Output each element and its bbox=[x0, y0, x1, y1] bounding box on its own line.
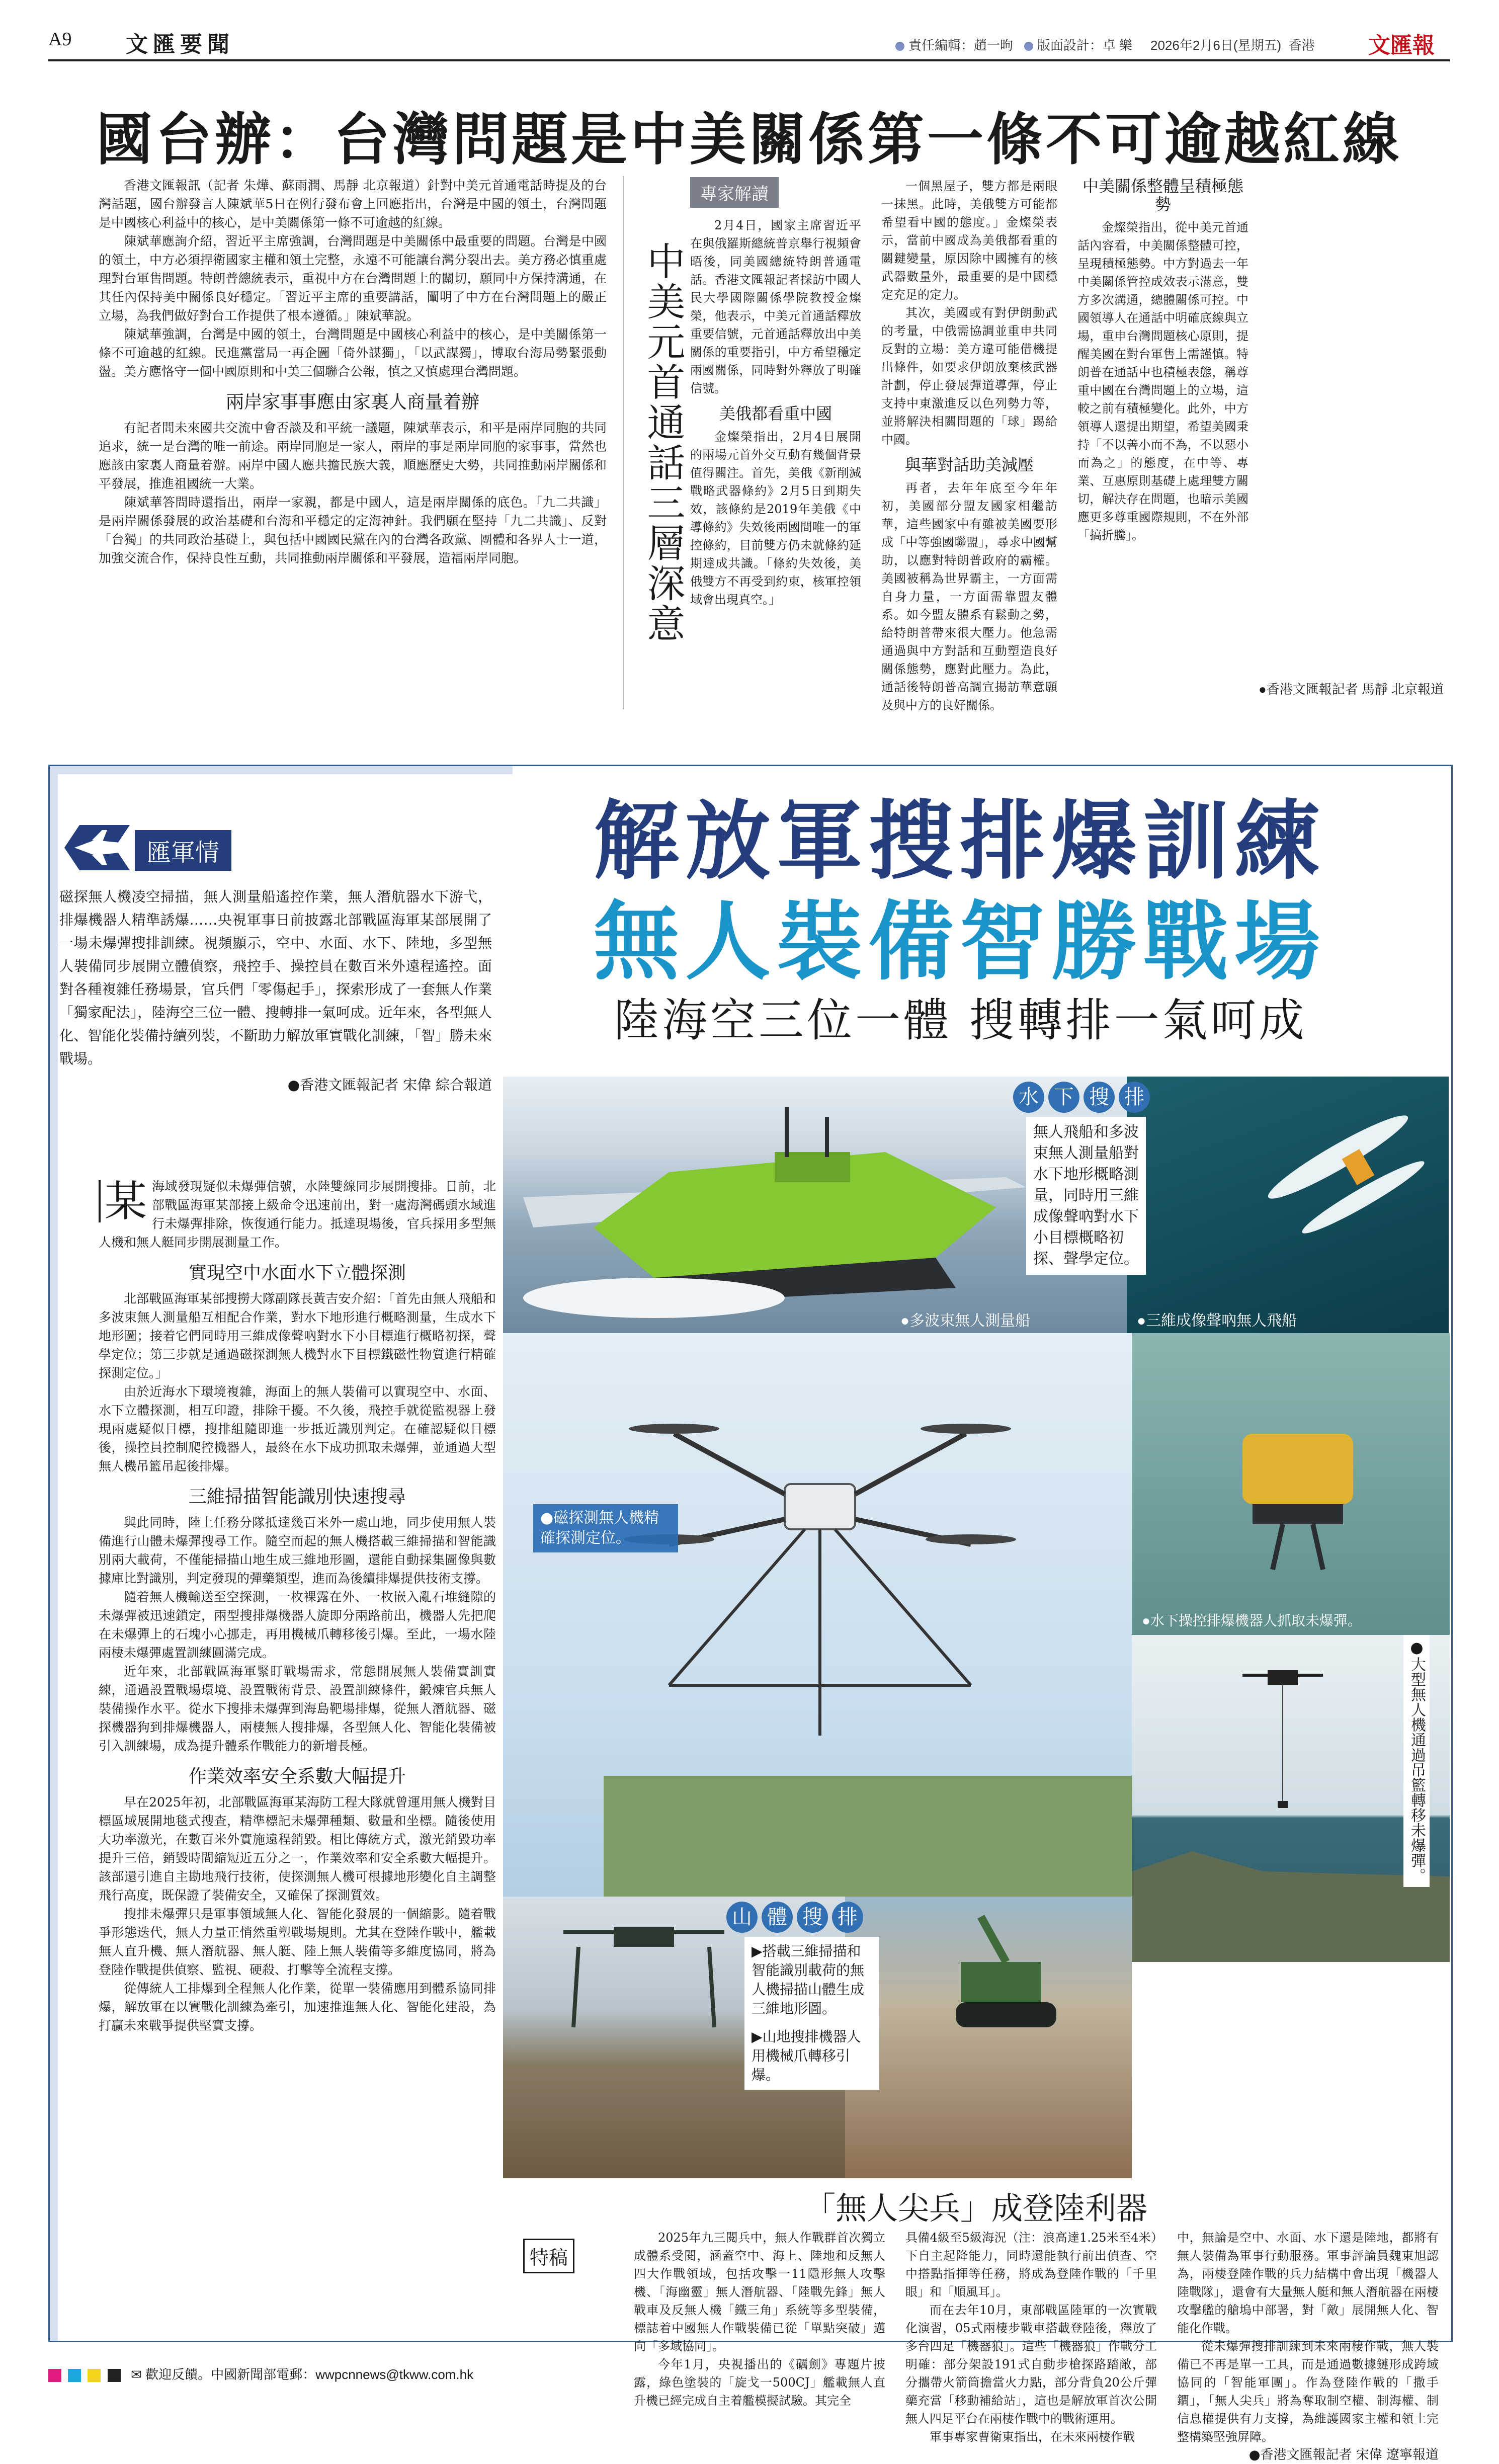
paragraph: 中，無論是空中、水面、水下還是陸地，都將有無人裝備為軍事行動服務。軍事評論員魏東旭認為，兩棲登陸作戰的兵力結構中會出現「機器人陸戰隊」，還會有大量無人艇和無人潛航器在兩棲攻擊艦的艙塢中部署，對「敵」展開無人化、智能化作戰。 bbox=[1177, 2231, 1439, 2335]
paragraph: 2月4日，國家主席習近平在與俄羅斯總統普京舉行視頻會晤後，同美國總統特朗普通電話。香港文匯報記者採訪中國人民大學國際關係學院教授金燦榮，他表示，中美元首通話釋放重要信號，元首通話釋放出中美關係的重要指引，中方希望穩定兩國關係，同時對外釋放了明確信號。 bbox=[690, 218, 861, 395]
label-char: 體 bbox=[762, 1902, 793, 1933]
caption-magnetic: ●磁探測無人機精確探測定位。 bbox=[533, 1504, 678, 1552]
footer-bar bbox=[48, 2364, 473, 2383]
paragraph: 陳斌華應詢介紹，習近平主席強調，台灣問題是中美關係中最重要的問題。台灣是中國的領土，中方必須捍衛國家主權和領土完整，永遠不可能讓台灣分裂出去。美方務必慎重處理對台軍售問題。特朗普總統表示，重視中方在台灣問題上的關切，願同中方保持溝通，在其任內保持美中關係良好穩定。「習近平主席的重要講話，闡明了中方在台灣問題上的嚴正立場，為我們做好對台工作提供了根本遵循。」陳斌華說。 bbox=[99, 234, 607, 323]
frame-stripe bbox=[50, 766, 513, 774]
feature-col-3 bbox=[1177, 2229, 1439, 2464]
color-swatch bbox=[88, 2369, 101, 2382]
analysis-subhead-2: 與華對話助美減壓 bbox=[904, 455, 1034, 474]
paragraph: 具備4級至5級海況（注：浪高達1.25米至4米）下自主起降能力，同時還能執行前出偵查、空中搭點指揮等任務，將成為登陸作戰的「千里眼」和「順風耳」。 bbox=[905, 2231, 1157, 2299]
column-divider bbox=[623, 176, 624, 709]
paragraph: 早在2025年初，北部戰區海軍某海防工程大隊就曾運用無人機對目標區域展開地毯式搜查，精準標記未爆彈種類、數量和坐標。隨後使用大功率激光，在數百米外實施遠程銷毀。相比傳統方式，激光銷毀功率提升三倍，銷毀時間縮短近五分之一，作業效率和安全系數大幅提升。該部還引進自主勘地飛行技術，使探測無人機可根據地形變化自主調整飛行高度，既保證了裝備安全，又確保了探測質效。 bbox=[99, 1795, 496, 1903]
paragraph: 2025年九三閱兵中，無人作戰群首次獨立成體系受閱，涵蓋空中、海上、陸地和反無人四大作戰領域，包括攻擊一11隱形無人攻擊機、「海幽靈」無人潛航器、「陸戰先鋒」無人戰車及反無人機「鐵三角」系統等多型裝備，標誌着中國無人作戰裝備已從「單點突破」邁向「多域協同」。 bbox=[634, 2231, 885, 2353]
color-swatch bbox=[108, 2369, 121, 2382]
photo-magnetic-drone bbox=[503, 1333, 1132, 1897]
paragraph: 海域發現疑似未爆彈信號，水陸雙線同步展開搜排。日前，北部戰區海軍某部接上級命令迅速前出，對一處海灣碼頭水域進行未爆彈排除，恢復通行能力。抵達現場後，官兵採用多型無人機和無人艇同步開展測量工作。 bbox=[99, 1179, 496, 1250]
military-body bbox=[99, 1177, 496, 2035]
header-rule bbox=[48, 59, 1450, 61]
paragraph: 其次，美國或有對伊朗動武的考量，中俄需協調並重申共同反對的立場：美方違可能借機提出條件，如要求伊朗放棄核武器計劃，停止發展彈道導彈，停止支持中東激進反以色列勢力等，並將解決相關問題的「球」踢給中國。 bbox=[881, 306, 1057, 447]
paragraph: 香港文匯報訊（記者 朱燁、蘇雨潤、馬靜 北京報道）針對中美元首通電話時提及的台灣話題，國台辦發言人陳斌華5日在例行發布會上回應指出，台灣是中國的領土，台灣問題是中國核心利益中的核心，是中美關係第一條不可逾越的紅線。 bbox=[99, 178, 607, 230]
lead-body bbox=[99, 176, 607, 381]
analysis-col-1 bbox=[690, 216, 861, 609]
label-char: 搜 bbox=[797, 1902, 828, 1933]
color-swatch bbox=[68, 2369, 81, 2382]
paragraph: 而在去年10月，東部戰區陸軍的一次實戰化演習，05式兩棲步戰車搭載登陸後，釋放了多台四足「機器狼」。這些「機器狼」作戰分工明確：部分架設191式自動步槍探路踏敵，部分攜帶火箭筒擔當火力點，部分背負20公斤彈藥充當「移動補給站」，這也是解放軍首次公開無人四足平台在兩棲作戰中的戰術運用。 bbox=[905, 2303, 1157, 2426]
intro-text: 磁探無人機凌空掃描，無人測量船遙控作業，無人潛航器水下游弋，排爆機器人精準誘爆……央視軍事日前披露北部戰區海軍某部展開了一場未爆彈搜排訓練。視頻顯示，空中、水面、水下、陸地，多型無人裝備同步展開立體偵察，飛控手、操控員在數百米外遠程遙控。面對各種複雜任務場景，官兵們「零傷起手」，探索形成了一套無人作業「獨家配法」，陸海空三位一體、搜轉排一氣呵成。近年來，各型無人化、智能化裝備持續列裝，不斷助力解放軍實戰化訓練，「智」勝未來戰場。 bbox=[59, 888, 492, 1067]
body-opening bbox=[99, 1177, 496, 1252]
caption-boat: ●多波束無人測量船 bbox=[900, 1312, 1031, 1329]
paragraph: 近年來，北部戰區海軍緊盯戰場需求，常態開展無人裝備實訓實練，通過設置戰場環境、設置戰術背景、設置訓練條件，鍛煉官兵無人裝備操作水平。從水下搜排未爆彈到海島靶場排爆，從無人潛航器、磁探機器狗到排爆機器人，兩棲無人搜排爆，各型無人化、智能化裝備被引入訓練場，成為提升體系作戰能力的新增長極。 bbox=[99, 1664, 496, 1753]
feature-col-2 bbox=[905, 2229, 1157, 2446]
analysis-section bbox=[635, 176, 1450, 714]
analysis-subhead-1: 美俄都看重中國 bbox=[719, 404, 832, 423]
paragraph: 陳斌華答問時還指出，兩岸一家親，都是中國人，這是兩岸關係的底色。「九二共識」是兩岸關係發展的政治基礎和台海和平穩定的定海神針。我們願在堅持「九二共識」、反對「台獨」的共同政治基礎上，與包括中國國民黨在內的台灣各政黨、團體和各界人士一道，加強交流合作，保持良性互動，共同推動兩岸關係和平發展，造福兩岸同胞。 bbox=[99, 495, 607, 565]
analysis-vertical-title: 中美元首通話三層深意 bbox=[641, 241, 686, 644]
photo-sonar-vessel bbox=[1127, 1077, 1449, 1333]
paragraph: 從未爆彈搜排訓練到未來兩棲作戰，無人裝備已不再是單一工具，而是通過數據鏈形成跨域協同的「智能軍團」。作為登陸作戰的「撒手鐧」，「無人尖兵」將為奪取制空權、制海權、制信息權提供有力支撐，為維護國家主權和領土完整構築堅強屏障。 bbox=[1177, 2339, 1439, 2444]
label-char: 排 bbox=[832, 1902, 863, 1933]
lead-body-2 bbox=[99, 419, 607, 567]
military-title-line2: 無人裝備智勝戰場 bbox=[594, 892, 1326, 992]
body-section-2 bbox=[99, 1513, 496, 1755]
paragraph: 金燦榮指出，2月4日展開的兩場元首外交互動有幾個背景值得關注。首先，美俄《新削減戰略武器條約》2月5日到期失效，該條約是2019年美俄《中導條約》失效後兩國間唯一的軍控條約，目前雙方仍未就條約延期達成共識。「條約失效後，美俄雙方不再受到約束，核軍控領域會出現真空。」 bbox=[690, 430, 861, 607]
lead-story bbox=[99, 176, 607, 567]
photo-mountain-robot bbox=[845, 1897, 1132, 2178]
editor: 責任編輯：趙一昫 bbox=[908, 38, 1014, 53]
mountain-label bbox=[724, 1902, 865, 1933]
tracked-robot-illustration bbox=[845, 1897, 1132, 2178]
paragraph: 由於近海水下環境複雜，海面上的無人裝備可以實現空中、水面、水下立體探測，相互印證，排除干擾。不久後，飛控手就從監視器上發現兩處疑似目標，搜排組隨即進一步抵近識別判定。在確認疑似目標後，操控員控制爬控機器人，最終在水下成功抓取未爆彈，並通過大型無人機吊籃吊起後排爆。 bbox=[99, 1384, 496, 1473]
underwater-label bbox=[1011, 1082, 1152, 1113]
section-name: 文匯要聞 bbox=[126, 32, 234, 57]
feature-section bbox=[503, 2183, 1449, 2462]
frame-stripe bbox=[50, 766, 58, 2341]
paragraph: 今年1月，央視播出的《礪劍》專題片披露，綠色塗裝的「旋戈一500CJ」艦載無人直升機已經完成自主着艦模擬試驗。其完全 bbox=[634, 2357, 885, 2408]
paragraph: 搜排未爆彈只是軍事領域無人化、智能化發展的一個縮影。隨着戰爭形態迭代，無人力量正悄然重塑戰場規則。尤其在登陸作戰中，艦載無人直升機、無人潛航器、無人艇、陸上無人裝備等多維度協同，將為登陸作戰提供偵察、監視、硬殺、打擊等全流程支撐。 bbox=[99, 1907, 496, 1977]
body-section-1 bbox=[99, 1289, 496, 1475]
bullet-icon bbox=[1024, 42, 1033, 51]
label-char: 下 bbox=[1048, 1082, 1079, 1113]
military-tag bbox=[59, 820, 251, 875]
label-char: 搜 bbox=[1084, 1082, 1115, 1113]
feature-col-1 bbox=[634, 2229, 885, 2410]
drone-illustration bbox=[503, 1333, 1132, 1897]
body-subhead-2: 三維掃描智能識別快速搜尋 bbox=[188, 1487, 406, 1507]
caption-mountain-robot: ▶山地搜排機器人用機械爪轉移引爆。 bbox=[744, 2022, 879, 2090]
designer: 版面設計：卓 樂 bbox=[1037, 38, 1132, 53]
bullet-icon bbox=[895, 42, 904, 51]
robot-illustration bbox=[1132, 1333, 1450, 1635]
caption-robot-water: ●水下操控排爆機器人抓取未爆彈。 bbox=[1142, 1613, 1362, 1628]
footer-feedback[interactable]: 歡迎反饋。中國新聞部電郵：wwpcnnews@tkww.com.hk bbox=[145, 2367, 474, 2382]
caption-lift-drone: ●大型無人機通過吊籃轉移未爆彈。 bbox=[1403, 1635, 1430, 1887]
paragraph: 金燦榮指出，從中美元首通話內容看，中美關係整體可控，呈現積極態勢。中方對過去一年中美關係管控成效表示滿意，雙方多次溝通，總體關係可控。中國領導人在通話中明確底線與立場，重申台灣問題核心原則，提醒美國在對台軍售上需謹慎。特朗普在通話中也積極表態，稱尊重中國在台灣問題上的立場，這較之前有積極變化。此外，中方領導人還提出期望，希望美國秉持「不以善小而不為，不以惡小而為之」的態度，在中等、專業、互惠原則基礎上處理雙方關切，解決存在問題，也暗示美國應更多尊重國際規則，不在外部「搞折騰」。 bbox=[1077, 220, 1248, 542]
label-char: 排 bbox=[1119, 1082, 1150, 1113]
photo-lift-drone bbox=[1132, 1635, 1450, 1962]
paragraph: 軍事專家曹衛東指出，在未來兩棲作戰 bbox=[930, 2430, 1135, 2444]
brand-logo: 文匯報 bbox=[1368, 33, 1435, 58]
caption-mountain-scan: ▶搭載三維掃描和智能識別載荷的無人機掃描山體生成三維地形圖。 bbox=[744, 1937, 879, 2023]
analysis-byline: ●香港文匯報記者 馬靜 北京報道 bbox=[1259, 682, 1444, 697]
photo-underwater-robot bbox=[1132, 1333, 1450, 1635]
paragraph: 陳斌華強調，台灣是中國的領土，台灣問題是中國核心利益中的核心，是中美關係第一條不可逾越的紅線。民進黨當局一再企圖「倚外謀獨」，「以武謀獨」，博取台海局勢緊張動盪。美方應恪守一個中國原則和中美三個聯合公報，慎之又慎處理台灣問題。 bbox=[99, 327, 607, 379]
paper-location: 香港 bbox=[1288, 38, 1315, 53]
drop-cap: 某 bbox=[99, 1180, 147, 1222]
vessel-illustration bbox=[1127, 1077, 1449, 1333]
paragraph: 有記者問未來國共交流中會否談及和平統一議題，陳斌華表示，和平是兩岸同胞的共同追求，統一是台灣的唯一前途。兩岸同胞是一家人，兩岸的事是兩岸同胞的家事事，當然也應該由家裏人商量着辦。兩岸中國人應共擔民族大義，順應歷史大勢，共同推動兩岸關係和平發展，推進祖國統一大業。 bbox=[99, 421, 607, 491]
body-subhead-3: 作業效率安全系數大幅提升 bbox=[188, 1766, 406, 1787]
military-tag-label: 匯軍情 bbox=[135, 830, 231, 871]
military-intro bbox=[59, 885, 492, 1097]
issue-date: 2026年2月6日(星期五) bbox=[1150, 38, 1282, 53]
paragraph: 與此同時，陸上任務分隊抵達幾百米外一處山地，同步使用無人裝備進行山體未爆彈搜尋工作。隨空而起的無人機搭載三維掃描和智能識別兩大載荷，不僅能掃描山地生成三維地形圖，還能自動採集圖像與數據庫比對識別，判定發現的彈藥類型，進而為後續排爆提供技術支撐。 bbox=[99, 1515, 496, 1586]
paragraph: 從傳統人工排爆到全程無人化作業，從單一裝備應用到體系協同排爆，解放軍在以實戰化訓練為牽引，加速推進無人化、智能化建設，為打贏未來戰爭提供堅實支撐。 bbox=[99, 1981, 496, 2033]
analysis-subhead-3: 中美關係整體呈積極態勢 bbox=[1082, 177, 1243, 214]
label-char: 水 bbox=[1013, 1082, 1044, 1113]
military-title-line1: 解放軍搜排爆訓練 bbox=[594, 792, 1326, 891]
body-section-3 bbox=[99, 1793, 496, 2035]
paragraph: 北部戰區海軍某部搜撈大隊副隊長黃吉安介紹：「首先由無人飛船和多波束無人測量船互相配合作業，對水下地形進行概略測量，生成水下地形圖；接着它們同時用三維成像聲吶對水下小目標進行概略初探，聲學定位；第三步就是通過磁探測無人機對水下目標鐵磁性物質進行精確探測定位。」 bbox=[99, 1291, 496, 1380]
fighter-jet-icon bbox=[59, 820, 135, 875]
lift-drone-illustration bbox=[1132, 1635, 1450, 1962]
feature-byline: ●香港文匯報記者 宋偉 遼寧報道 bbox=[1248, 2447, 1439, 2462]
analysis-col-3 bbox=[1077, 177, 1248, 544]
email-icon: ✉ bbox=[131, 2367, 142, 2382]
military-subtitle: 陸海空三位一體 搜轉排一氣呵成 bbox=[614, 994, 1307, 1047]
analysis-col-2 bbox=[881, 177, 1057, 714]
feature-tag: 特稿 bbox=[523, 2239, 574, 2273]
color-swatch bbox=[48, 2369, 61, 2382]
feature-title: 「無人尖兵」成登陸利器 bbox=[804, 2190, 1147, 2227]
caption-sonar: ●三維成像聲吶無人飛船 bbox=[1137, 1312, 1297, 1329]
page-number: A9 bbox=[48, 29, 72, 50]
analysis-tag: 專家解讀 bbox=[690, 177, 779, 208]
paragraph: 一個黑屋子，雙方都是兩眼一抹黑。此時，美俄雙方可能都希望看中國的態度。」金燦榮表示，當前中國成為美俄都看重的關鍵變量，原因除中國擁有的核武器數量外，最重要的是中國穩定充足的定力。 bbox=[881, 179, 1057, 302]
intro-byline: ●香港文匯報記者 宋偉 綜合報道 bbox=[287, 1077, 492, 1093]
editor-info bbox=[895, 35, 1315, 54]
body-subhead-1: 實現空中水面水下立體探測 bbox=[188, 1263, 406, 1283]
paragraph: 再者，去年年底至今年年初，美國部分盟友國家相繼訪華，這些國家中有雖被美國要形成「中等強國聯盟」，尋求中國幫助，以應對特朗普政府的霸權。美國被稱為世界霸主，一方面需自身力量，一方面需靠盟友體系。如今盟友體系有鬆動之勢，給特朗普帶來很大壓力。他急需通過與中方對話和互動塑造良好關係態勢，應對此壓力。為此，通話後特朗普高調宣揚訪華意願及與中方的良好關係。 bbox=[881, 481, 1057, 712]
lead-subhead: 兩岸家事事應由家裏人商量着辦 bbox=[225, 392, 479, 413]
main-headline: 國台辦：台灣問題是中美關係第一條不可逾越紅線 bbox=[96, 107, 1402, 173]
paragraph: 隨着無人機輸送至空探測，一枚裸露在外、一枚嵌入亂石堆縫隙的未爆彈被迅速鎖定，兩型搜排爆機器人旋即分兩路前出，機器人先把爬在未爆彈上的石塊小心挪走，再用機械爪轉移後引爆。至此，一場水陸兩棲未爆彈處置訓練圓滿完成。 bbox=[99, 1590, 496, 1660]
label-char: 山 bbox=[726, 1902, 758, 1933]
caption-underwater: 無人飛船和多波束無人測量船對水下地形概略測量，同時用三維成像聲吶對水下小目標概略初探、聲學定位。 bbox=[1026, 1117, 1146, 1275]
